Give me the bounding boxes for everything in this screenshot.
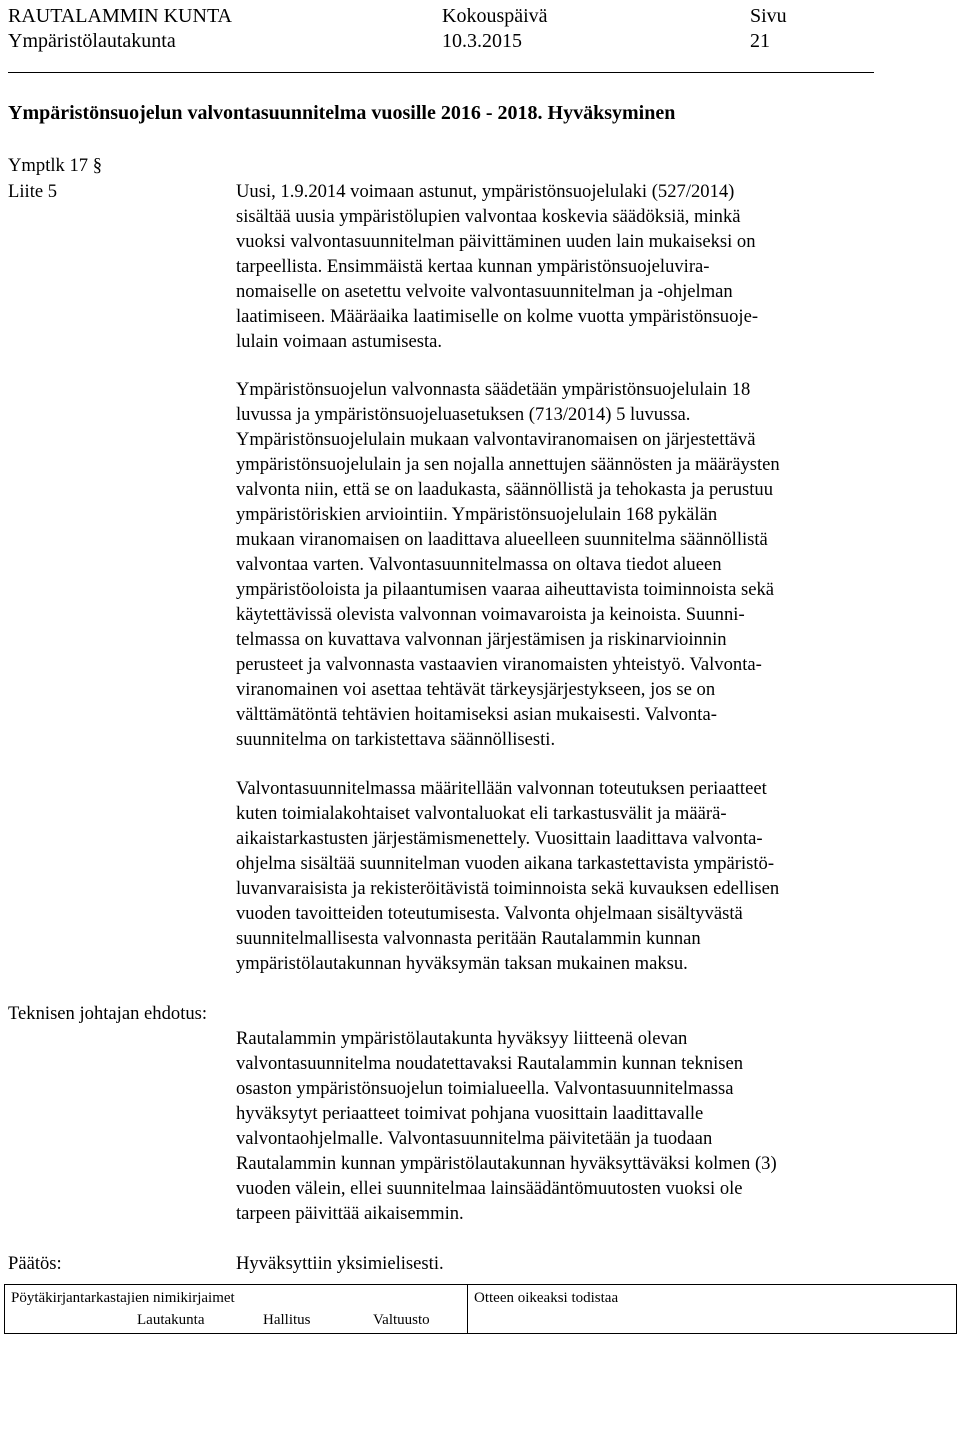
paragraph-line: valvontaa varten. Valvontasuunnitelmassa on oltava tiedot alueen [236,554,722,575]
page-label: Sivu [750,5,787,27]
signature-column-council: Valtuusto [373,1312,430,1328]
paragraph-line: tarpeellista. Ensimmäistä kertaa kunnan ympäristönsuojeluvira- [236,256,710,277]
municipality-name: RAUTALAMMIN KUNTA [8,5,233,27]
proposal-line: valvontasuunnitelma noudatettavaksi Rautalammin kunnan teknisen [236,1053,744,1074]
decision-text: Hyväksyttiin yksimielisesti. [236,1253,444,1274]
proposal-line: Rautalammin ympäristölautakunta hyväksyy liitteenä olevan [236,1028,688,1049]
paragraph-line: kuten toimialakohtaiset valvontaluokat eli tarkastusvälit ja määrä- [236,803,727,824]
meeting-date: 10.3.2015 [442,30,522,52]
signature-column-government: Hallitus [263,1312,311,1328]
appendix-label: Liite 5 [8,181,58,202]
paragraph-line: ympäristöriskien arviointiin. Ympäristönsuojelulain 168 pykälän [236,504,718,525]
paragraph-line: sisältää uusia ympäristölupien valvontaa koskevia säädöksiä, minkä [236,206,741,227]
proposal-line: hyväksytyt periaatteet toimivat pohjana vuosittain laadittavalle [236,1103,704,1124]
proposal-line: osaston ympäristönsuojelun toimialueella. Valvontasuunnitelmassa [236,1078,734,1099]
background-paragraph [236,179,876,354]
signature-column-board: Lautakunta [137,1312,205,1328]
paragraph-line: vuoksi valvontasuunnitelman päivittäminen uuden lain mukaiseksi on [236,231,756,252]
paragraph-line: luvanvaraisista ja rekisteröitävistä toiminnoista sekä kuvauksen edellisen [236,878,780,899]
section-reference: Ymptlk 17 § [8,155,103,176]
paragraph-line: aikaistarkastusten järjestämismenettely. Vuosittain laadittava valvonta- [236,828,763,849]
proposal-label: Teknisen johtajan ehdotus: [8,1003,208,1024]
paragraph-line: vuoden tavoitteiden toteutumisesta. Valvonta ohjelmaan sisältyvästä [236,903,743,924]
proposal-line: valvontaohjelmalle. Valvontasuunnitelma päivitetään ja tuodaan [236,1128,713,1149]
certification-label: Otteen oikeaksi todistaa [474,1290,619,1306]
meeting-date-label: Kokouspäivä [442,5,548,27]
paragraph-line: lulain voimaan astumisesta. [236,331,443,352]
decision-label: Päätös: [8,1253,62,1274]
paragraph-line: käytettävissä olevista valvonnan voimavaroista ja keinoista. Suunni- [236,604,745,625]
signatures-label: Pöytäkirjantarkastajien nimikirjaimet [11,1290,235,1306]
page-number: 21 [750,30,770,52]
paragraph-line: Ympäristönsuojelulain mukaan valvontaviranomaisen on järjestettävä [236,429,756,450]
paragraph-line: perusteet ja valvonnasta vastaavien viranomaisten yhteistyö. Valvonta- [236,654,762,675]
proposal-line: tarpeen päivittää aikaisemmin. [236,1203,464,1224]
paragraph-line: suunnitelmallisesta valvonnasta peritään Rautalammin kunnan [236,928,701,949]
proposal-line: Rautalammin kunnan ympäristölautakunnan hyväksyttäväksi kolmen (3) [236,1153,777,1174]
paragraph-line: välttämätöntä tehtävien hoitamiseksi asian mukaisesti. Valvonta- [236,704,717,725]
paragraph-line: valvonta niin, että se on laadukasta, säännöllistä ja tehokasta ja perustuu [236,479,773,500]
paragraph-line: ympäristönsuojelulain ja sen nojalla annettujen säännösten ja määräysten [236,454,780,475]
legal-basis-paragraph [236,377,876,752]
plan-content-paragraph [236,776,876,976]
page-title: Ympäristönsuojelun valvontasuunnitelma vuosille 2016 - 2018. Hyväksyminen [8,102,676,124]
paragraph-line: Valvontasuunnitelmassa määritellään valvonnan toteutuksen periaatteet [236,778,767,799]
paragraph-line: Uusi, 1.9.2014 voimaan astunut, ympäristönsuojelulaki (527/2014) [236,181,735,202]
proposal-text [236,1026,876,1226]
signatures-box [4,1284,468,1334]
certification-box [467,1284,957,1334]
paragraph-line: viranomainen voi asettaa tehtävät tärkeysjärjestykseen, jos se on [236,679,716,700]
paragraph-line: ympäristöoloista ja pilaantumisen vaaraa aiheuttavista toiminnoista sekä [236,579,775,600]
paragraph-line: telmassa on kuvattava valvonnan järjestämisen ja riskinarvioinnin [236,629,727,650]
paragraph-line: laatimiseen. Määräaika laatimiselle on kolme vuotta ympäristönsuoje- [236,306,759,327]
header-rule [8,72,874,73]
paragraph-line: Ympäristönsuojelun valvonnasta säädetään ympäristönsuojelulain 18 [236,379,751,400]
paragraph-line: mukaan viranomaisen on laadittava alueelleen suunnitelma säännöllistä [236,529,768,550]
paragraph-line: ohjelma sisältää suunnitelman vuoden aikana tarkastettavista ympäristö- [236,853,775,874]
paragraph-line: luvussa ja ympäristönsuojeluasetuksen (713/2014) 5 luvussa. [236,404,691,425]
paragraph-line: ympäristölautakunnan hyväksymän taksan mukainen maksu. [236,953,688,974]
paragraph-line: suunnitelma on tarkistettava säännöllisesti. [236,729,556,750]
board-name: Ympäristölautakunta [8,30,176,52]
paragraph-line: nomaiselle on asetettu velvoite valvontasuunnitelman ja -ohjelman [236,281,733,302]
proposal-line: vuoden välein, ellei suunnitelmaa lainsäädäntömuutosten vuoksi ole [236,1178,743,1199]
